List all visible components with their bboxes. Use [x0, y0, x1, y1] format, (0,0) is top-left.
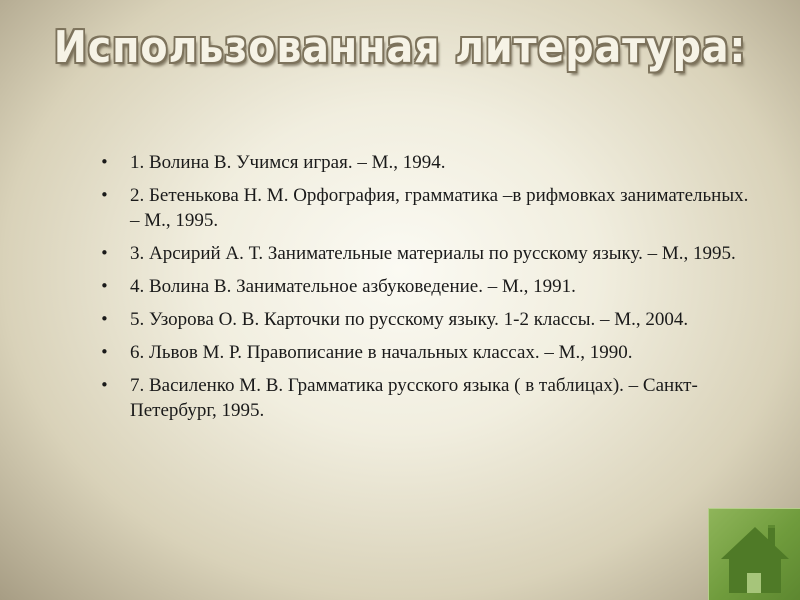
reference-text: 2. Бетенькова Н. М. Орфография, грамматика –в рифмовках занимательных. – М., 1995. [130, 185, 749, 231]
list-item [100, 241, 760, 266]
reference-text: 4. Волина В. Занимательное азбуковедение. – М., 1991. [130, 276, 576, 297]
list-item [100, 307, 760, 332]
bullet-dot-icon: • [100, 153, 109, 171]
reference-text: 3. Арсирий А. Т. Занимательные материалы по русскому языку. – М., 1995. [130, 243, 736, 264]
reference-list [100, 150, 760, 431]
bullet-dot-icon: • [100, 310, 109, 328]
reference-text: 1. Волина В. Учимся играя. – М., 1994. [130, 152, 446, 173]
list-item [100, 274, 760, 299]
bullet-dot-icon: • [100, 277, 109, 295]
list-item [100, 373, 760, 423]
reference-text: 5. Узорова О. В. Карточки по русскому языку. 1-2 классы. – М., 2004. [130, 309, 689, 330]
bullet-dot-icon: • [100, 376, 109, 394]
home-button[interactable] [708, 508, 800, 600]
list-item [100, 183, 760, 233]
bullet-dot-icon: • [100, 343, 109, 361]
home-icon [719, 521, 791, 597]
list-item [100, 340, 760, 365]
list-item [100, 150, 760, 175]
bullet-dot-icon: • [100, 186, 109, 204]
reference-text: 6. Львов М. Р. Правописание в начальных классах. – М., 1990. [130, 342, 633, 363]
reference-text: 7. Василенко М. В. Грамматика русского языка ( в таблицах). – Санкт-Петербург, 1995. [130, 375, 698, 421]
slide-title: Использованная литература: [53, 22, 747, 73]
bullet-dot-icon: • [100, 244, 109, 262]
